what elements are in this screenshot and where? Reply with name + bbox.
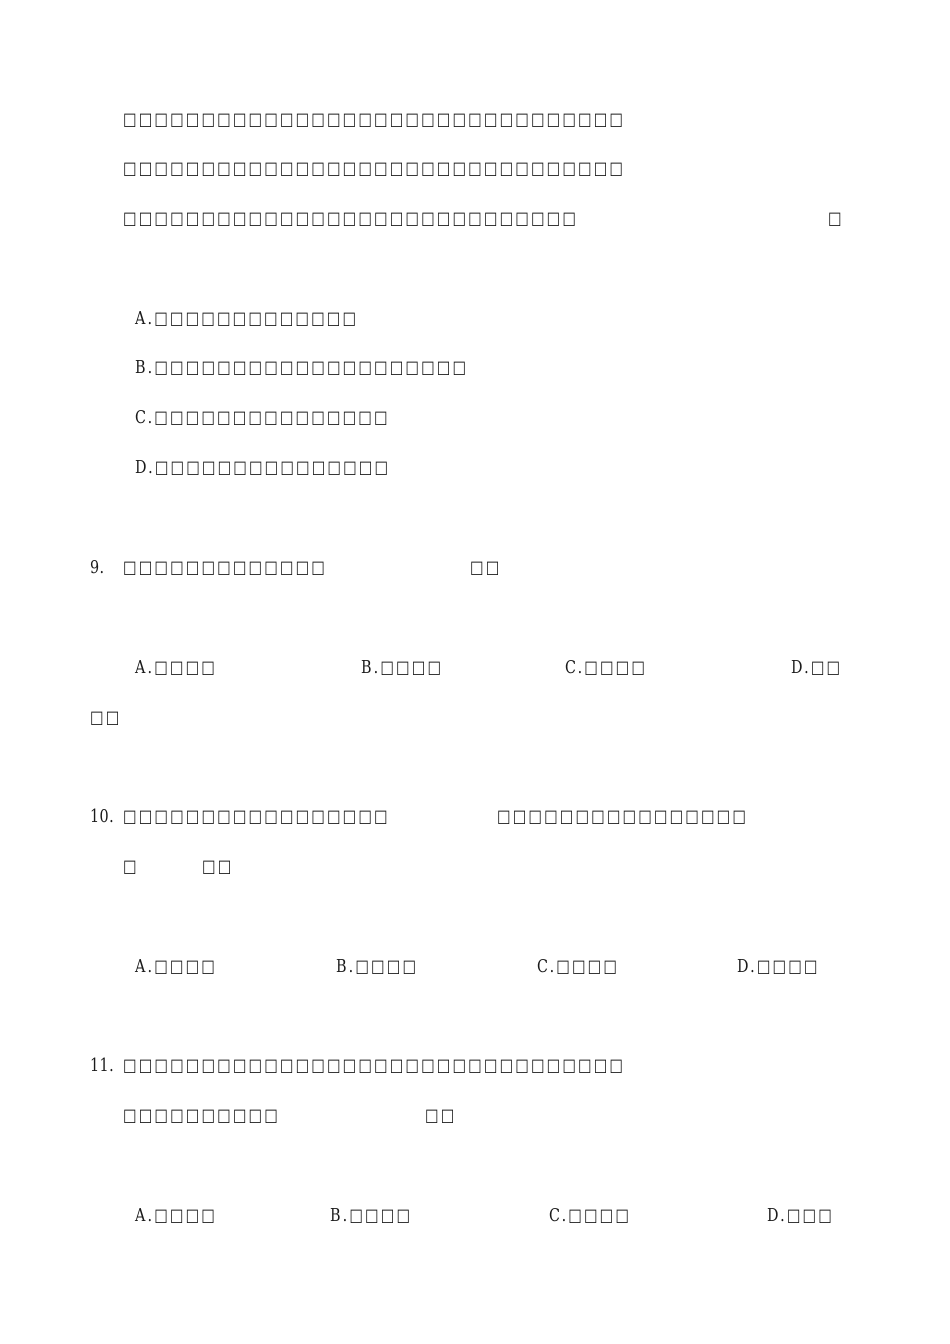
q11-option-b: B.□□□□	[330, 1206, 413, 1226]
q10-number: 10.	[90, 807, 115, 827]
q9-blank-end: □□	[470, 558, 502, 578]
q9-stem: □□□□□□□□□□□□□	[123, 558, 327, 578]
q11-option-c: C.□□□□	[549, 1206, 632, 1226]
q8-stem-line-3: □□□□□□□□□□□□□□□□□□□□□□□□□□□□□	[123, 209, 579, 229]
q8-stem-line-2: □□□□□□□□□□□□□□□□□□□□□□□□□□□□□□□□	[123, 159, 626, 179]
q10-option-d: D.□□□□	[737, 957, 820, 977]
q8-option-a: A.□□□□□□□□□□□□□	[135, 309, 359, 329]
q9-option-a: A.□□□□	[135, 658, 217, 678]
q8-option-b: B.□□□□□□□□□□□□□□□□□□□□	[135, 358, 469, 378]
q10-stem-part-1: □□□□□□□□□□□□□□□□□	[123, 807, 390, 827]
q9-option-b: B.□□□□	[361, 658, 444, 678]
q9-option-d: D.□□	[791, 658, 843, 678]
q11-number: 11.	[90, 1056, 115, 1076]
q11-option-d: D.□□□	[767, 1206, 834, 1226]
q8-stem-line-3-end: □	[828, 209, 844, 229]
q11-stem-line-1: □□□□□□□□□□□□□□□□□□□□□□□□□□□□□□□□	[123, 1056, 626, 1076]
q9-option-c: C.□□□□	[565, 658, 648, 678]
q8-stem-line-1: □□□□□□□□□□□□□□□□□□□□□□□□□□□□□□□□	[123, 110, 626, 130]
q11-option-a: A.□□□□	[135, 1206, 217, 1226]
q10-line-2-end: □□	[202, 857, 234, 877]
q10-option-a: A.□□□□	[135, 957, 217, 977]
q11-blank-end: □□	[425, 1106, 457, 1126]
q9-option-d-wrap: □□	[90, 708, 122, 728]
q9-number: 9.	[90, 558, 105, 578]
q8-option-d: D.□□□□□□□□□□□□□□□	[135, 458, 391, 478]
q10-option-b: B.□□□□	[336, 957, 419, 977]
q11-stem-line-2: □□□□□□□□□□	[123, 1106, 280, 1126]
q10-option-c: C.□□□□	[537, 957, 620, 977]
q10-stem-part-2: □□□□□□□□□□□□□□□□	[497, 807, 749, 827]
q10-line-2-start: □	[123, 857, 139, 877]
q8-option-c: C.□□□□□□□□□□□□□□□	[135, 408, 390, 428]
